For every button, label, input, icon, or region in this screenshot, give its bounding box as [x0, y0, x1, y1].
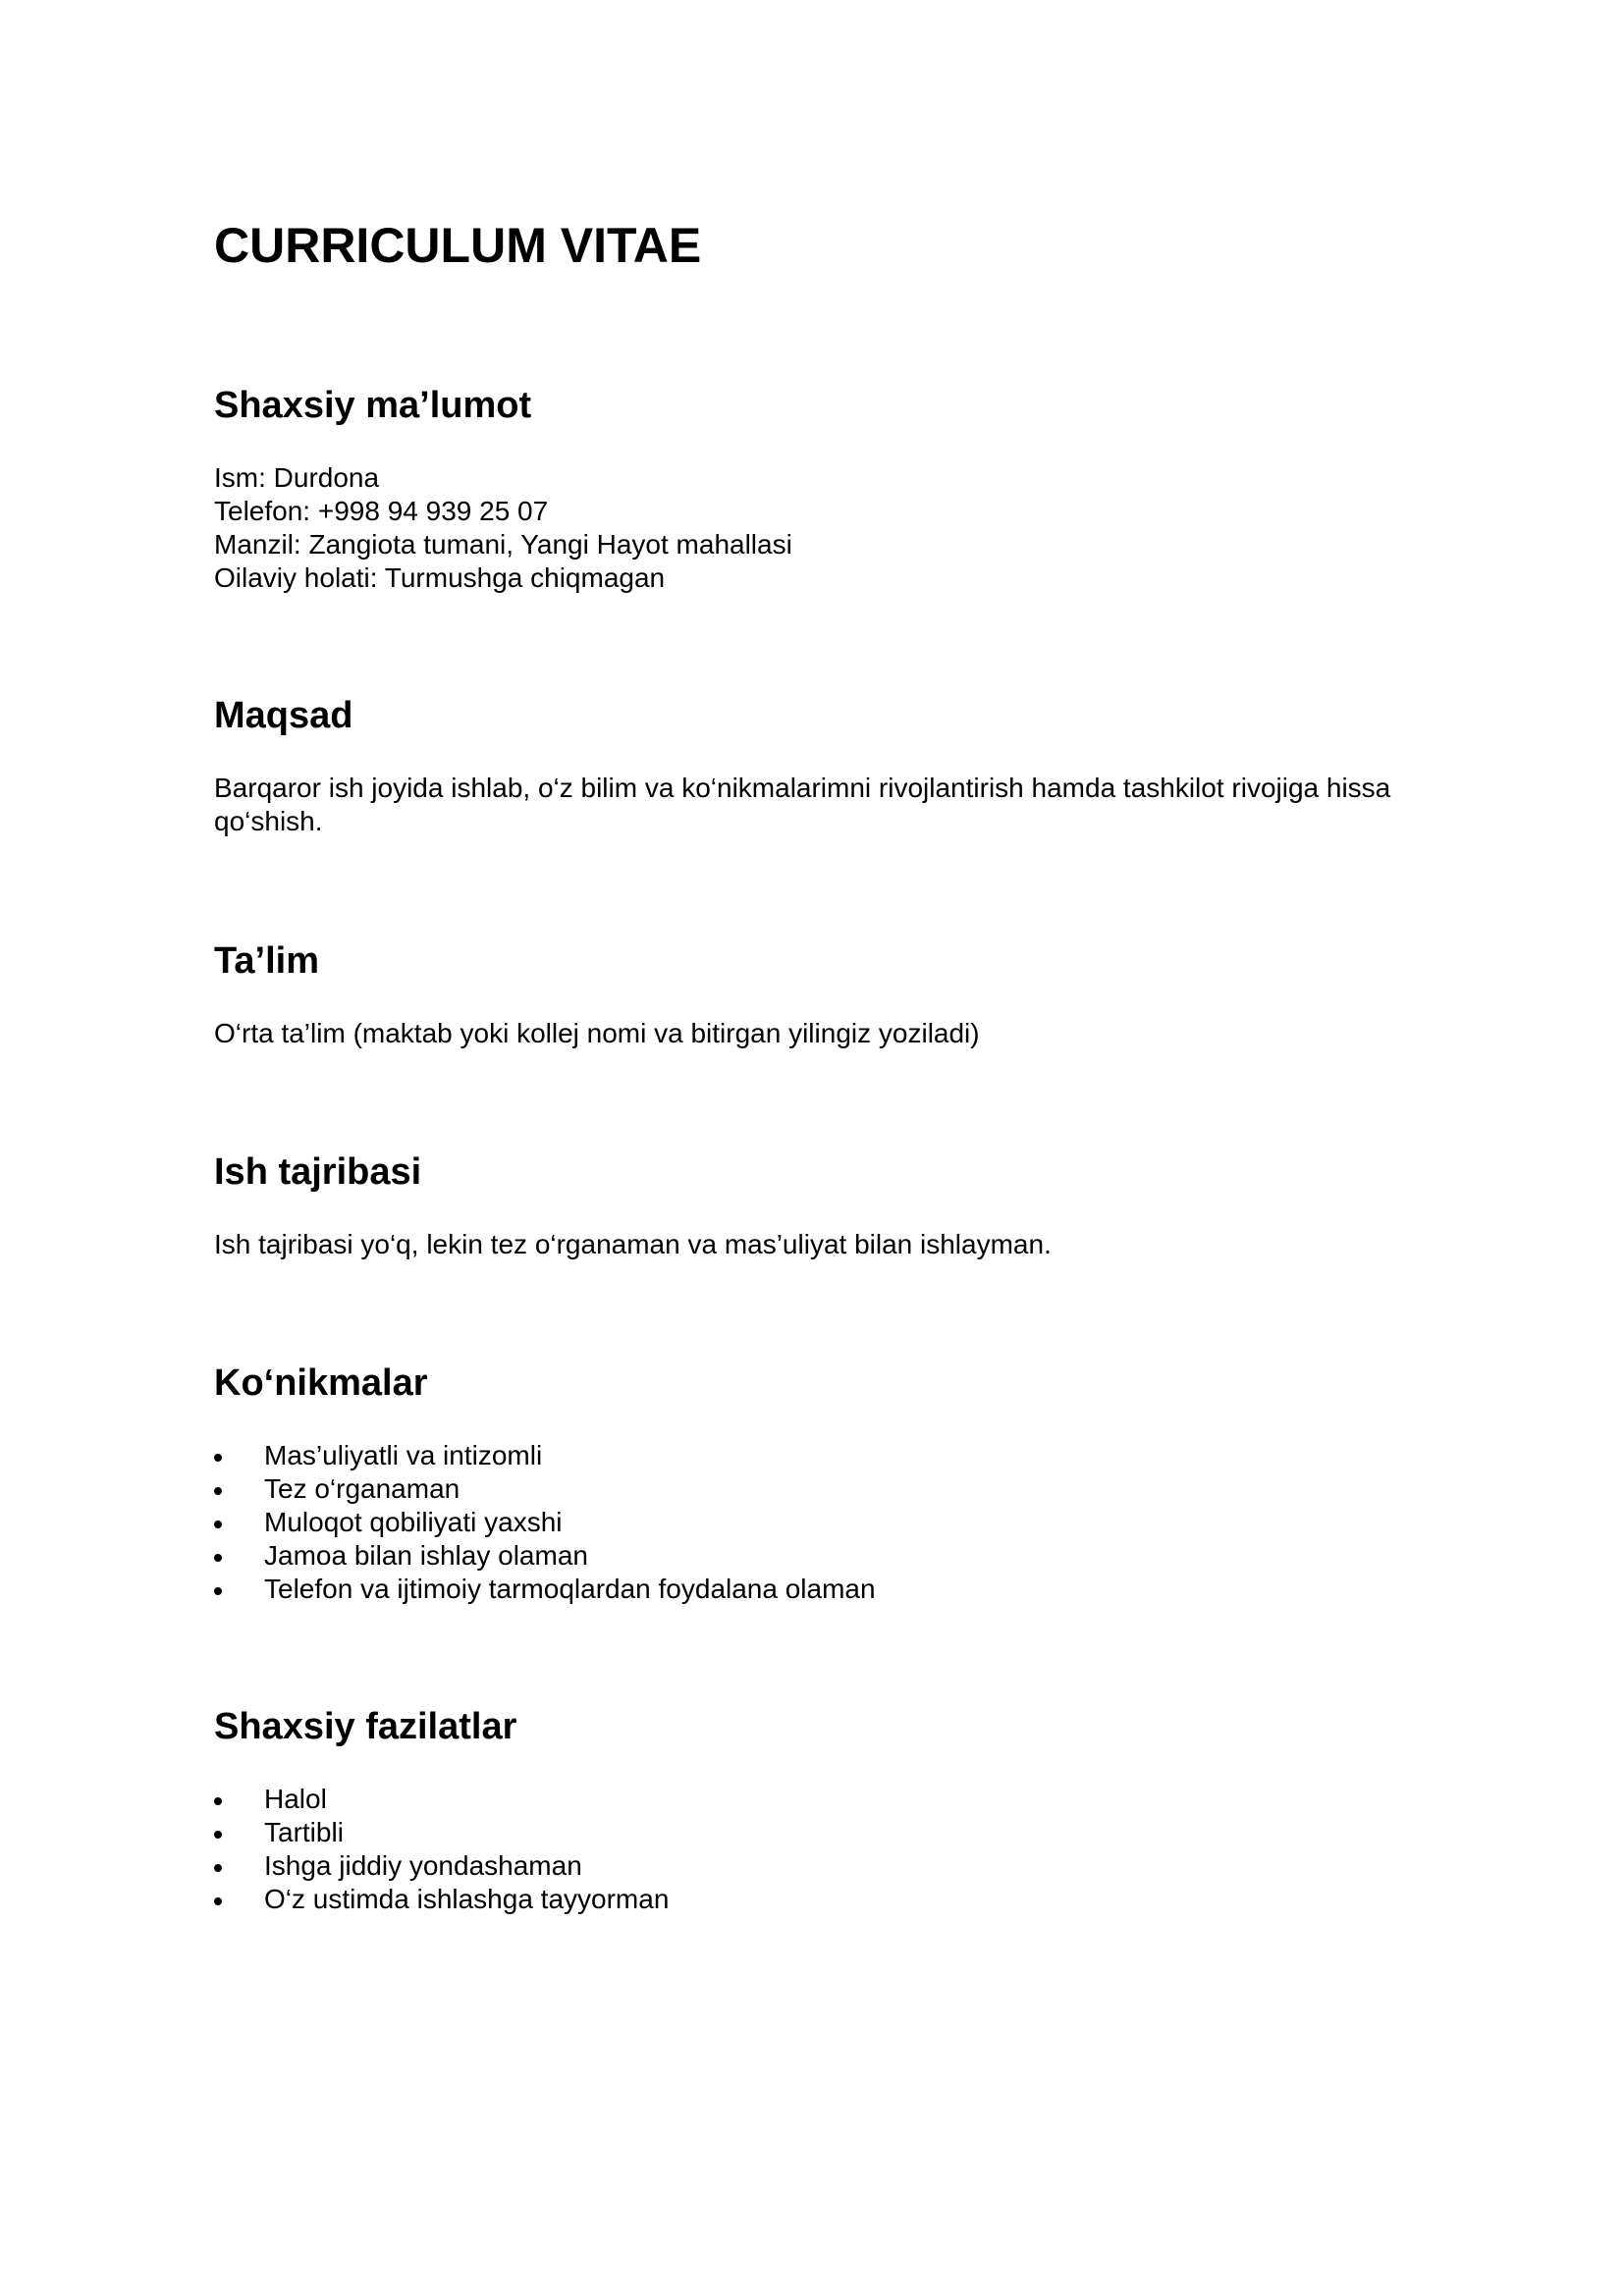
list-item: [214, 1506, 1422, 1539]
section-personal-info: [214, 383, 1422, 595]
bullet-icon: [214, 1864, 222, 1872]
bullet-icon: [214, 1554, 222, 1562]
qualities-list: [214, 1783, 1422, 1916]
bullet-icon: [214, 1797, 222, 1805]
quality-item: Halol: [264, 1784, 327, 1814]
personal-address: Manzil: Zangiota tumani, Yangi Hayot mahallasi: [214, 529, 792, 560]
list-item: [214, 1539, 1422, 1573]
section-skills: [214, 1361, 1422, 1606]
experience-text: Ish tajribasi yo‘q, lekin tez o‘rganaman va mas’uliyat bilan ishlayman.: [214, 1229, 1052, 1259]
list-item: [214, 1472, 1422, 1506]
skill-item: Tez o‘rganaman: [264, 1473, 460, 1504]
list-item: [214, 1883, 1422, 1916]
personal-marital-status: Oilaviy holati: Turmushga chiqmagan: [214, 562, 666, 593]
list-item: [214, 1849, 1422, 1883]
section-heading-education: Ta’lim: [214, 940, 319, 982]
list-item: [214, 1573, 1422, 1606]
section-personal-qualities: [214, 1704, 1422, 1916]
education-text: O‘rta ta’lim (maktab yoki kollej nomi va bitirgan yilingiz yoziladi): [214, 1018, 980, 1048]
list-item: [214, 1816, 1422, 1849]
personal-phone: Telefon: +998 94 939 25 07: [214, 496, 549, 526]
bullet-icon: [214, 1454, 222, 1462]
objective-text-line-2: qo‘shish.: [214, 806, 323, 836]
objective-text-line-1: Barqaror ish joyida ishlab, o‘z bilim va ko‘nikmalarimni rivojlantirish hamda tashkilot rivojiga hissa: [214, 773, 1391, 803]
quality-item: O‘z ustimda ishlashga tayyorman: [264, 1884, 670, 1914]
quality-item: Tartibli: [264, 1817, 344, 1847]
skill-item: Jamoa bilan ishlay olaman: [264, 1540, 588, 1571]
section-heading-skills: Ko‘nikmalar: [214, 1362, 428, 1404]
personal-name: Ism: Durdona: [214, 462, 380, 493]
section-heading-objective: Maqsad: [214, 695, 353, 736]
bullet-icon: [214, 1587, 222, 1595]
document-title: CURRICULUM VITAE: [214, 218, 702, 273]
section-education: [214, 938, 1422, 1050]
bullet-icon: [214, 1487, 222, 1495]
section-experience: [214, 1149, 1422, 1261]
section-heading-personal-qualities: Shaxsiy fazilatlar: [214, 1706, 517, 1747]
bullet-icon: [214, 1831, 222, 1839]
list-item: [214, 1783, 1422, 1816]
skill-item: Telefon va ijtimoiy tarmoqlardan foydalana olaman: [264, 1574, 876, 1604]
section-objective: [214, 693, 1422, 838]
skill-item: Muloqot qobiliyati yaxshi: [264, 1507, 563, 1537]
list-item: [214, 1439, 1422, 1472]
skill-item: Mas’uliyatli va intizomli: [264, 1440, 543, 1470]
quality-item: Ishga jiddiy yondashaman: [264, 1850, 582, 1881]
section-heading-personal-info: Shaxsiy ma’lumot: [214, 385, 532, 426]
bullet-icon: [214, 1521, 222, 1528]
skills-list: [214, 1439, 1422, 1606]
section-heading-experience: Ish tajribasi: [214, 1151, 422, 1193]
bullet-icon: [214, 1897, 222, 1905]
